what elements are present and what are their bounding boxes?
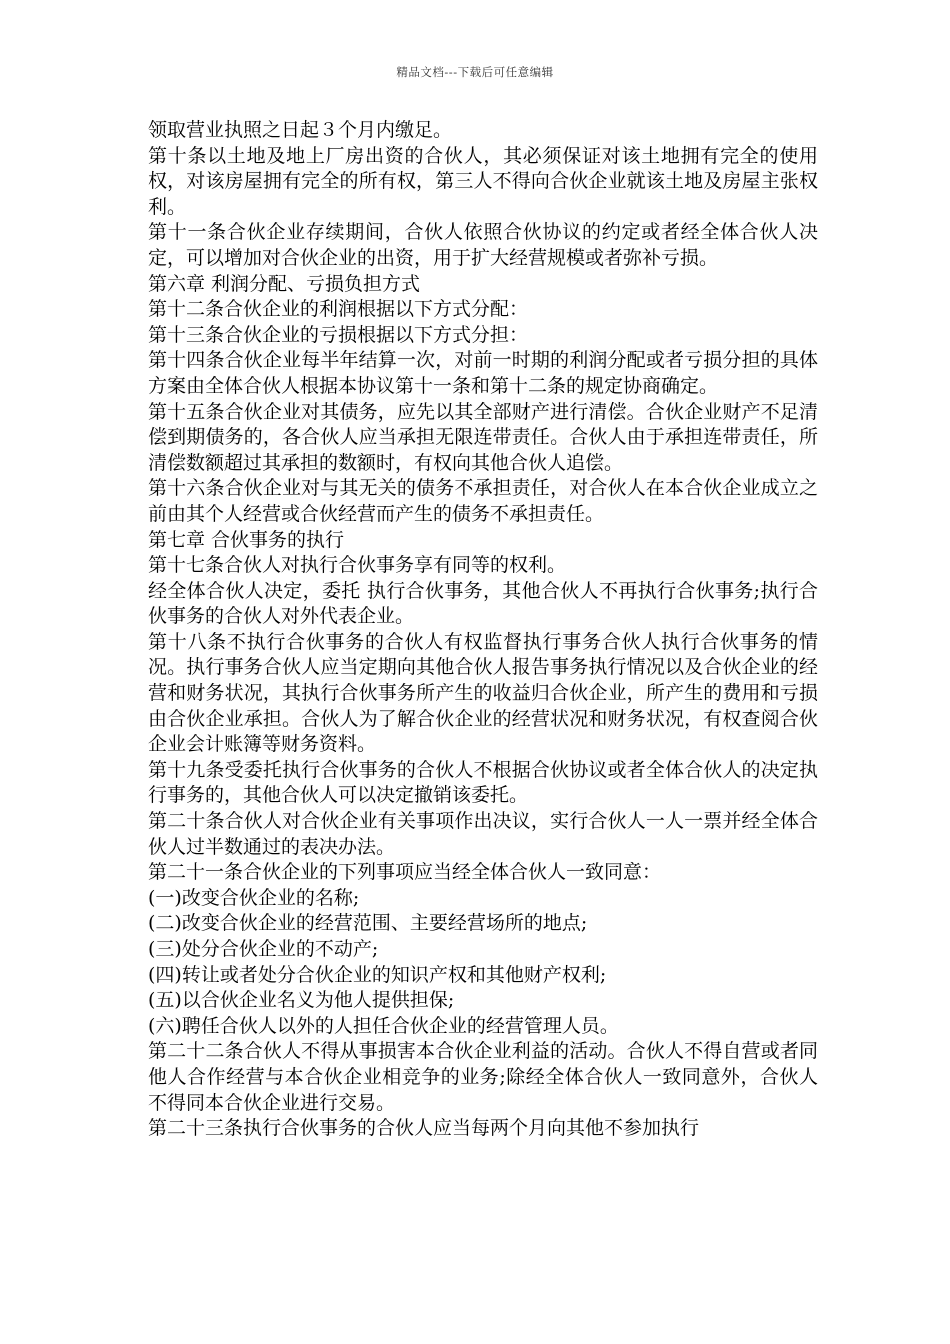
paragraph: 领取营业执照之日起３个月内缴足。 [148,119,453,141]
paragraph: 第二十条合伙人对合伙企业有关事项作出决议，实行合伙人一人一票并经全体合伙人过半数通过的表决办法。 [148,810,818,858]
chapter-heading: 第六章 利润分配、亏损负担方式 [148,272,421,295]
chapter-heading: 第七章 合伙事务的执行 [148,528,345,551]
paragraph: 第十五条合伙企业对其债务，应先以其全部财产进行清偿。合伙企业财产不足清偿到期债务的，各合伙人应当承担无限连带责任。合伙人由于承担连带责任，所清偿数额超过其承担的数额时，有权向其他合伙人追偿。 [148,400,818,474]
paragraph: 第十条以土地及地上厂房出资的合伙人，其必须保证对该土地拥有完全的使用权，对该房屋拥有完全的所有权，第三人不得向合伙企业就该土地及房屋主张权利。 [148,144,818,218]
list-item: (一)改变合伙企业的名称; [148,886,360,909]
list-item: (二)改变合伙企业的经营范围、主要经营场所的地点; [148,912,588,935]
list-item: (四)转让或者处分合伙企业的知识产权和其他财产权利; [148,963,607,986]
paragraph: 第二十二条合伙人不得从事损害本合伙企业利益的活动。合伙人不得自营或者同他人合作经营与本合伙企业相竞争的业务;除经全体合伙人一致同意外，合伙人不得同本合伙企业进行交易。 [148,1040,818,1114]
paragraph: 第十二条合伙企业的利润根据以下方式分配： [148,298,529,321]
paragraph: 第十八条不执行合伙事务的合伙人有权监督执行事务合伙人执行合伙事务的情况。执行事务合伙人应当定期向其他合伙人报告事务执行情况以及合伙企业的经营和财务状况，其执行合伙事务所产生的收益归合伙企业，所产生的费用和亏损由合伙企业承担。合伙人为了解合伙企业的经营状况和财务状况，有权查阅合伙企业会计账簿等财务资料。 [148,630,818,756]
page-header: 精品文档---下载后可任意编辑 [396,65,554,79]
paragraph: 经全体合伙人决定，委托 执行合伙事务，其他合伙人不再执行合伙事务;执行合伙事务的合伙人对外代表企业。 [148,579,818,628]
paragraph: 第十四条合伙企业每半年结算一次，对前一时期的利润分配或者亏损分担的具体方案由全体合伙人根据本协议第十一条和第十二条的规定协商确定。 [148,349,818,397]
paragraph: 第十七条合伙人对执行合伙事务享有同等的权利。 [148,554,567,577]
paragraph: 第十三条合伙企业的亏损根据以下方式分担： [148,323,529,346]
list-item: (三)处分合伙企业的不动产; [148,938,379,960]
paragraph: 第十六条合伙企业对与其无关的债务不承担责任，对合伙人在本合伙企业成立之前由其个人经营或合伙经营而产生的债务不承担责任。 [148,477,818,525]
paragraph: 第二十一条合伙企业的下列事项应当经全体合伙人一致同意： [148,861,662,884]
paragraph: 第十九条受委托执行合伙事务的合伙人不根据合伙协议或者全体合伙人的决定执行事务的，其他合伙人可以决定撤销该委托。 [148,758,818,807]
paragraph: 第二十三条执行合伙事务的合伙人应当每两个月向其他不参加执行 [148,1117,700,1140]
list-item: (六)聘任合伙人以外的人担任合伙企业的经营管理人员。 [148,1014,619,1037]
paragraph: 第十一条合伙企业存续期间，合伙人依照合伙协议的约定或者经全体合伙人决定，可以增加对合伙企业的出资，用于扩大经营规模或者弥补亏损。 [148,221,818,269]
document-body [148,118,818,1142]
list-item: (五)以合伙企业名义为他人提供担保; [148,989,455,1012]
